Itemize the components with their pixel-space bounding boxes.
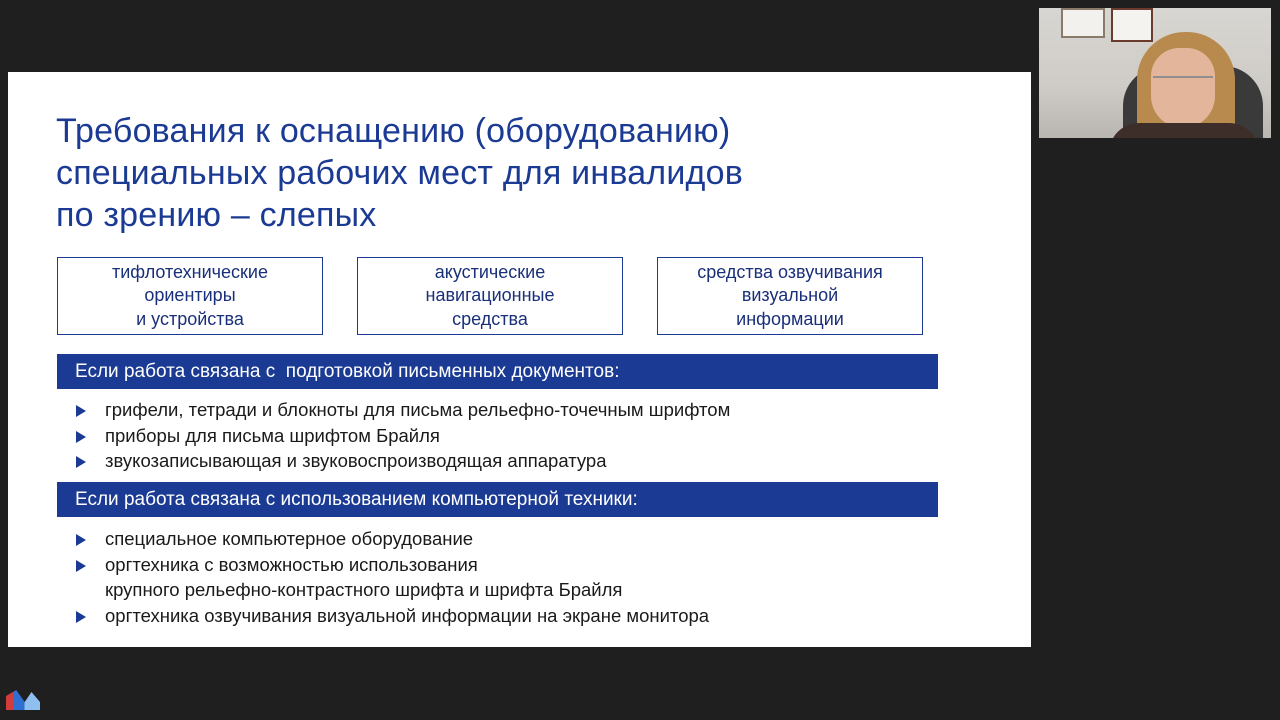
category-box-acoustic [357,257,623,335]
title-line: по зрению – слепых [56,196,377,234]
triangle-right-icon [76,560,86,572]
triangle-right-icon [76,405,86,417]
box-line: ориентиры [144,285,236,306]
wall-certificate [1111,8,1153,42]
triangle-right-icon [76,534,86,546]
box-line: визуальной [741,285,839,306]
list-item-text: специальное компьютерное оборудование [105,528,474,549]
list-item-text: оргтехника с возможностью использования [105,553,478,575]
list-item-text: приборы для письма шрифтом Брайля [105,424,440,446]
list-item [76,552,709,603]
list-item-text-continuation: крупного рельефно-контрастного шрифта и шрифта Брайля [105,579,623,600]
section-heading-computer: Если работа связана с использованием компьютерной техники: [57,482,938,517]
speaker-glasses [1153,76,1213,92]
category-box-tiflotechnical [57,257,323,335]
app-logo-icon [6,686,42,714]
speaker-body [1109,123,1259,138]
triangle-right-icon [76,456,86,468]
wall-certificate [1061,8,1105,38]
box-line: средства [452,308,528,329]
box-line: тифлотехнические [111,261,268,282]
box-line: навигационные [425,285,555,306]
list-item [76,603,709,629]
section-list-documents [76,397,730,474]
list-item [76,423,730,449]
speaker-webcam-video[interactable] [1039,8,1271,138]
box-line: и устройства [136,308,244,329]
list-item-text: звукозаписывающая и звуковоспроизводящая аппаратура [105,450,607,471]
list-item-text: грифели, тетради и блокноты для письма рельефно-точечным шрифтом [105,399,731,420]
logo-mark [6,690,40,710]
list-item [76,526,709,552]
box-line: средства озвучивания [697,261,883,282]
box-line: акустические [434,261,546,282]
title-line: Требования к оснащению (оборудованию) [56,112,731,150]
triangle-right-icon [76,431,86,443]
triangle-right-icon [76,611,86,623]
box-line: информации [736,308,844,329]
section-list-computer [76,526,709,628]
slide-title [56,110,916,236]
list-item [76,448,730,474]
presentation-slide [8,72,1031,647]
list-item-text: оргтехника озвучивания визуальной информации на экране монитора [105,604,710,626]
list-item [76,397,730,423]
category-box-voicing [657,257,923,335]
title-line: специальных рабочих мест для инвалидов [56,154,743,192]
section-heading-documents: Если работа связана с подготовкой письменных документов: [57,354,938,389]
